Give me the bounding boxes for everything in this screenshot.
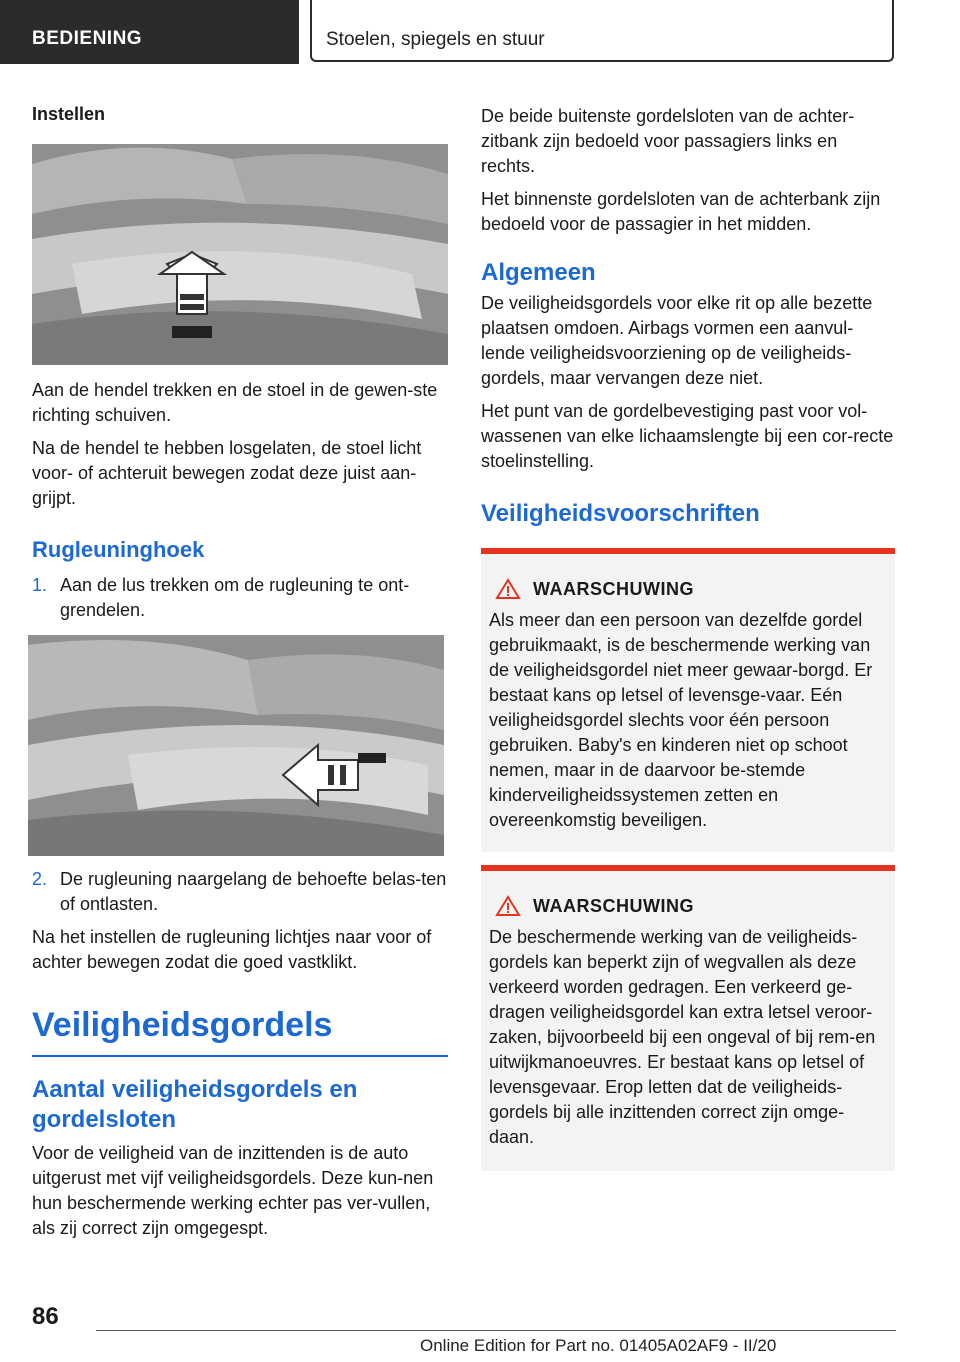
- step-1-text: Aan de lus trekken om de rugleuning te ont-grendelen.: [60, 575, 410, 620]
- warning-2-text: De beschermende werking van de veiligheids-gordels kan beperkt zijn of wegvallen als deze verkeerd worden gedragen. Een verkeerd ge-dragen veiligheidsgordel kan extra letsel veroor-zaken, bijvoorbeeld bij een ongeval of bij rem-en uitwijkmanoeuvres. Er bestaat kans op letsel of levensgevaar. Erop letten dat de veiligheids-gordels bij alle inzittenden correct zijn omge-daan.: [489, 927, 876, 1147]
- warning-1-title: WAARSCHUWING: [533, 578, 694, 599]
- paragraph-adjust-2: Na de hendel te hebben losgelaten, de stoel licht voor- of achteruit bewegen zodat deze juist aan-grijpt.: [32, 438, 422, 508]
- warning-triangle-icon: [495, 895, 521, 917]
- seat-adjust-illustration: [32, 144, 448, 365]
- edition-text: Online Edition for Part no. 01405A02AF9 - II/20: [420, 1336, 777, 1355]
- left-text-block-2: [32, 867, 448, 1241]
- seat-adjust-drawing: [32, 144, 448, 365]
- chapter-label: Stoelen, spiegels en stuur: [326, 29, 545, 50]
- paragraph-buckles-inner: Het binnenste gordelsloten van de achterbank zijn bedoeld voor de passagier in het midden.: [481, 189, 881, 234]
- right-column: [481, 104, 895, 528]
- warning-triangle-icon: [495, 578, 521, 600]
- paragraph-general-2: Het punt van de gordelbevestiging past voor vol-wassenen van elke lichaamslengte bij een cor-recte stoelinstelling.: [481, 401, 894, 471]
- paragraph-buckles-outer: De beide buitenste gordelsloten van de achter-zitbank zijn bedoeld voor passagiers links en rechts.: [481, 106, 855, 176]
- section-label: BEDIENING: [32, 28, 143, 49]
- algemeen-heading: Algemeen: [481, 259, 596, 286]
- warning-2-title: WAARSCHUWING: [533, 895, 694, 916]
- backrest-drawing: [28, 635, 444, 856]
- warning-1-header: [489, 578, 887, 600]
- warning-2-header: [489, 895, 887, 917]
- paragraph-adjust-1: Aan de hendel trekken en de stoel in de gewen-ste richting schuiven.: [32, 380, 438, 425]
- step-1: [32, 573, 448, 623]
- warning-box-1: [481, 548, 895, 852]
- footer-divider: [96, 1330, 896, 1331]
- page-number: 86: [32, 1303, 59, 1330]
- section-tab: [0, 0, 299, 64]
- warning-1-text: Als meer dan een persoon van dezelfde gordel gebruikmaakt, is de beschermende werking van de veiligheidsgordel niet meer gewaar-borgd. Er bestaat kans op letsel of levensge-vaar. Eén veiligheidsgordel slechts voor één persoon gebruiken. Baby's en kinderen niet op schoot nemen, maar in de daarvoor be-stemde kinderveiligheidssystemen zetten en overeenkomstig beveiligen.: [489, 610, 873, 830]
- sub-title: Aantal veiligheidsgordels en gordelsloten: [32, 1076, 358, 1133]
- left-text-block-1: [32, 378, 448, 623]
- backrest-illustration: [28, 635, 444, 856]
- step-1-number: 1.: [32, 575, 48, 595]
- left-column: [32, 104, 448, 125]
- step-2: [32, 867, 448, 917]
- voorschriften-heading: Veiligheidsvoorschriften: [481, 500, 760, 527]
- step-2-number: 2.: [32, 869, 48, 889]
- rugleuning-heading: Rugleuninghoek: [32, 537, 205, 562]
- chapter-tab: [310, 0, 894, 62]
- instellen-heading: Instellen: [32, 104, 106, 124]
- paragraph-general-1: De veiligheidsgordels voor elke rit op alle bezette plaatsen omdoen. Airbags vormen een aanvul-lende veiligheidsvoorziening op de veiligheids-gordels, maar vervangen deze niet.: [481, 293, 873, 388]
- step-2-text: De rugleuning naargelang de behoefte belas-ten of ontlasten.: [60, 869, 447, 914]
- paragraph-backrest: Na het instellen de rugleuning lichtjes naar voor of achter bewegen zodat die goed vastklikt.: [32, 927, 432, 972]
- warning-box-2: [481, 865, 895, 1171]
- section-title: Veiligheidsgordels: [32, 1005, 448, 1057]
- paragraph-belts: Voor de veiligheid van de inzittenden is de auto uitgerust met vijf veiligheidsgordels. Deze kun-nen hun beschermende werking echter pas ver-vullen, als zij correct zijn omgegespt.: [32, 1143, 434, 1238]
